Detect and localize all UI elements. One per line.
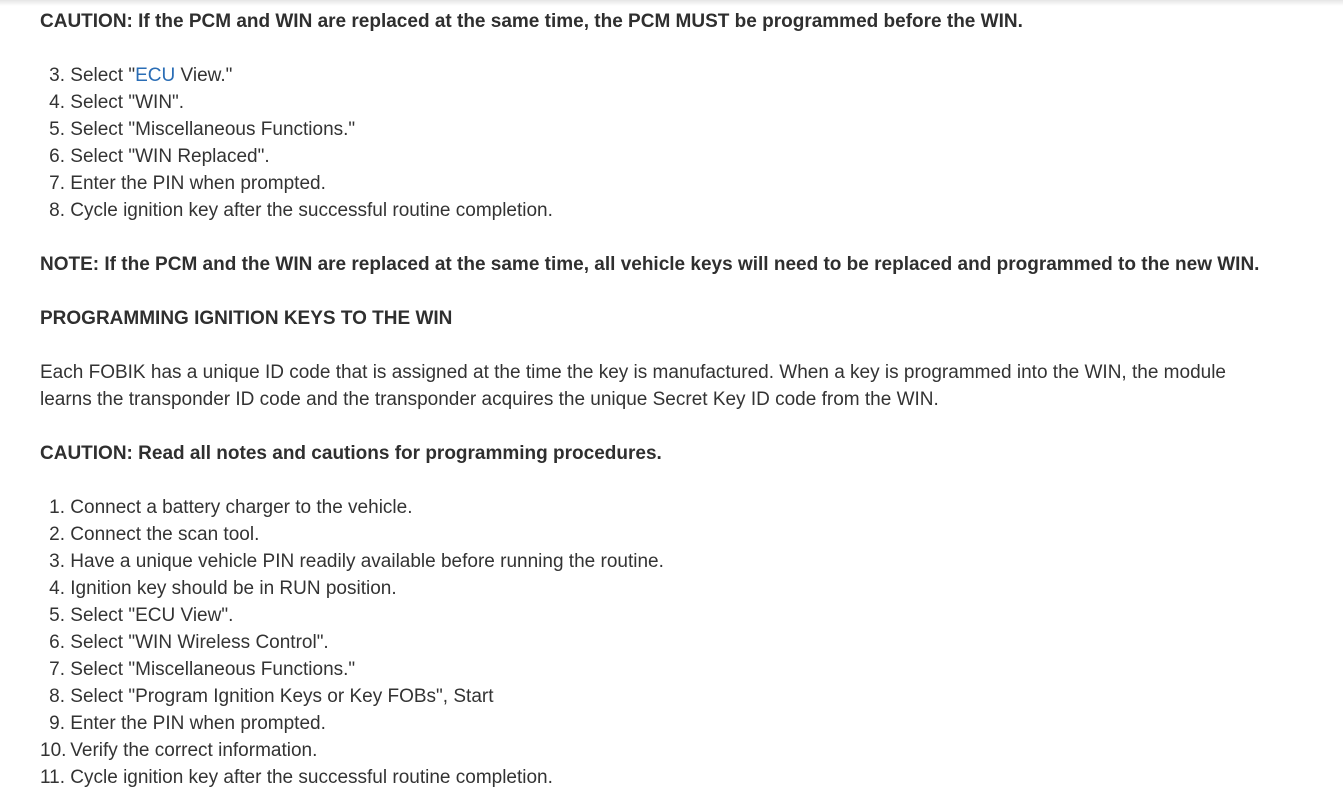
step-text: Cycle ignition key after the successful routine completion. xyxy=(70,200,553,221)
list-item xyxy=(40,170,1330,197)
step-number: 7. xyxy=(49,173,65,194)
step-text: Select "WIN". xyxy=(70,92,185,113)
step-text: Select "Miscellaneous Functions." xyxy=(70,659,356,680)
step-number: 10. xyxy=(40,740,67,761)
step-text: Select "Program Ignition Keys or Key FOBs", Start xyxy=(70,686,494,707)
list-item xyxy=(40,143,1330,170)
list-item xyxy=(40,575,1330,602)
step-text: Verify the correct information. xyxy=(70,740,318,761)
step-number: 1. xyxy=(49,497,65,518)
list-item xyxy=(40,116,1330,143)
list-item xyxy=(40,197,1330,224)
step-number: 11. xyxy=(40,767,66,788)
list-item xyxy=(40,764,1330,791)
step-number: 4. xyxy=(49,578,65,599)
step-text: Enter the PIN when prompted. xyxy=(70,713,326,734)
step-text: Connect the scan tool. xyxy=(70,524,260,545)
step-text: Select "WIN Wireless Control". xyxy=(70,632,329,653)
step-text: Select "Miscellaneous Functions." xyxy=(70,119,356,140)
fobik-paragraph: Each FOBIK has a unique ID code that is assigned at the time the key is manufactured. When a key is programmed into the WIN, the module learns the transponder ID code and the transponder acquires the unique Secret Key ID code from the WIN. xyxy=(40,362,1226,410)
note-keys-replaced: NOTE: If the PCM and the WIN are replaced at the same time, all vehicle keys will need to be replaced and programmed to the new WIN. xyxy=(40,254,1260,275)
step-number: 3. xyxy=(49,551,65,572)
step-number: 7. xyxy=(49,659,65,680)
step-number: 5. xyxy=(49,605,65,626)
step-number: 6. xyxy=(49,146,65,167)
ecu-link[interactable]: ECU xyxy=(135,65,176,86)
step-text: View." xyxy=(175,65,233,86)
step-text: Select "WIN Replaced". xyxy=(70,146,270,167)
caution-pcm-win: CAUTION: If the PCM and WIN are replaced at the same time, the PCM MUST be programmed before the WIN. xyxy=(40,11,1023,32)
list-item xyxy=(40,494,1330,521)
list-item xyxy=(40,89,1330,116)
list-item xyxy=(40,629,1330,656)
step-number: 6. xyxy=(49,632,65,653)
step-text: Connect a battery charger to the vehicle. xyxy=(70,497,413,518)
document-body xyxy=(40,0,1330,791)
step-text: Ignition key should be in RUN position. xyxy=(70,578,397,599)
steps-win-replaced xyxy=(40,62,1330,224)
step-number: 5. xyxy=(49,119,65,140)
section-heading: PROGRAMMING IGNITION KEYS TO THE WIN xyxy=(40,308,453,329)
steps-program-keys xyxy=(40,494,1330,791)
step-text: Select " xyxy=(70,65,136,86)
step-text: Have a unique vehicle PIN readily available before running the routine. xyxy=(70,551,664,572)
list-item xyxy=(40,710,1330,737)
list-item xyxy=(40,737,1330,764)
list-item xyxy=(40,602,1330,629)
step-text: Cycle ignition key after the successful routine completion. xyxy=(70,767,553,788)
list-item xyxy=(40,548,1330,575)
step-number: 3. xyxy=(49,65,65,86)
step-number: 4. xyxy=(49,92,65,113)
list-item xyxy=(40,62,1330,89)
step-number: 8. xyxy=(49,200,65,221)
step-number: 2. xyxy=(49,524,65,545)
list-item xyxy=(40,683,1330,710)
list-item xyxy=(40,521,1330,548)
step-text: Enter the PIN when prompted. xyxy=(70,173,326,194)
caution-read-notes: CAUTION: Read all notes and cautions for programming procedures. xyxy=(40,443,662,464)
step-text: Select "ECU View". xyxy=(70,605,234,626)
step-number: 9. xyxy=(49,713,65,734)
step-number: 8. xyxy=(49,686,65,707)
list-item xyxy=(40,656,1330,683)
